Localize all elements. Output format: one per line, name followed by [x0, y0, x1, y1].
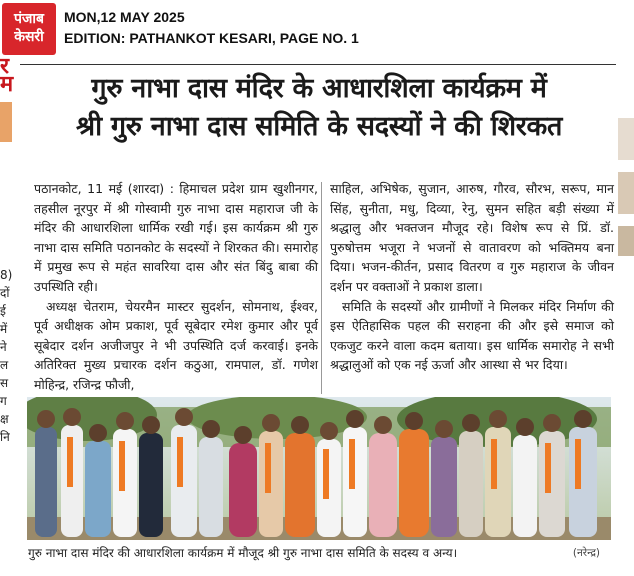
fragment-line: में: [0, 322, 8, 336]
fragment-line: ल: [0, 358, 9, 372]
article-paragraph: अध्यक्ष चेतराम, चेयरमैन मास्टर सुदर्शन, सोमनाथ, ईश्वर, पूर्व अधीक्षक ओम प्रकाश, पूर्व सूबेदार रमेश कुमार और पूर्व सूबेदार दर्शन अजीजपुर ने भी उपस्थिति दर्ज करवाई। इनके अतिरिक्त मुख्य प्रचारक दर्शन कठुआ, रामपाल, डॉ. गणेश मोहिन्द्र, रजिन्द्र फौजी,: [34, 298, 318, 392]
article-paragraph: समिति के सदस्यों और ग्रामीणों ने मिलकर मंदिर निर्माण की इस ऐतिहासिक पहल की सराहना की और इसे समाज को एकजुट करने वाला कदम बताया। इस धार्मिक समारोह ने सभी श्रद्धालुओं को एक नई ऊर्जा और आस्था से भर दिया।: [330, 298, 614, 373]
caption-text: गुरु नाभा दास मंदिर की आधारशिला कार्यक्रम में मौजूद श्री गुरु नाभा दास समिति के सदस्य व अन्य।: [28, 546, 458, 560]
group-photo-image: [27, 397, 611, 540]
fragment-line: नि: [0, 430, 10, 444]
article-paragraph: पठानकोट, 11 मई (शारदा) : हिमाचल प्रदेश ग्राम खुशीनगर, तहसील नूरपुर में श्री गोस्वामी गुरु नाभा दास महाराज जी के मंदिर की आधारशिला धार्मिक रखी गई। इस कार्यक्रम श्री गुरु नाभा दास समिति पठानकोट के सदस्यों ने शिरकत की। समारोह में प्रमुख रूप से महंत सावरिया दास और संत बिंदु बाबा की उपस्थिति रही।: [34, 181, 318, 294]
top-divider: [20, 64, 616, 65]
headline-line-1: गुरु नाभा दास मंदिर के आधारशिला कार्यक्रम में: [91, 73, 547, 104]
fragment-line: स: [0, 376, 9, 390]
fragment-line: 8): [0, 268, 13, 282]
edition-info: [64, 7, 359, 49]
article-headline: [24, 70, 614, 146]
headline-line-2: श्री गुरु नाभा दास समिति के सदस्यों ने की शिरकत: [75, 111, 563, 142]
edition-line: EDITION: PATHANKOT KESARI, PAGE NO. 1: [64, 30, 359, 46]
fragment-photo: [618, 172, 634, 214]
column-divider: [321, 182, 322, 394]
article-column-1: [34, 179, 318, 395]
fragment-line: क्ष: [0, 412, 9, 426]
article-column-2: [330, 179, 614, 375]
publication-date: MON,12 MAY 2025: [64, 9, 185, 25]
fragment-line: म: [0, 72, 14, 97]
newspaper-logo: [2, 3, 56, 55]
photo-caption: [28, 543, 612, 563]
fragment-line: दों: [0, 286, 10, 300]
bottom-adjacent-fragment: [0, 566, 634, 576]
right-adjacent-article-fragment: [618, 58, 634, 576]
logo-line-1: पंजाब: [14, 11, 44, 27]
fragment-line: ई: [0, 304, 6, 318]
fragment-line: र: [0, 58, 9, 79]
fragment-photo: [0, 102, 12, 142]
article-paragraph: साहिल, अभिषेक, सुजान, आरुष, गौरव, सौरभ, सरूप, मान सिंह, सुनीता, मधु, दिव्या, रेनु, सुमन सहित बड़ी संख्या में श्रद्धालु और भक्तजन मौजूद रहे। विशेष रूप से प्रिं. डॉ. पुरुषोत्तम भजूरा ने भजनों से वातावरण को भक्तिमय बना दिया। भजन-कीर्तन, प्रसाद वितरण व गुरु महाराज के जीवन दर्शन पर वक्ताओं ने प्रकाश डाला।: [330, 181, 614, 294]
photo-credit: (नरेन्द्र): [572, 547, 600, 559]
fragment-photo: [618, 226, 634, 256]
fragment-line: ग: [0, 394, 7, 408]
group-photo: [27, 397, 611, 540]
logo-line-2: केसरी: [14, 29, 44, 45]
clipping-header: [0, 0, 634, 58]
left-adjacent-article-fragment: [0, 58, 18, 576]
fragment-line: ने: [0, 340, 7, 354]
fragment-photo: [618, 118, 634, 160]
